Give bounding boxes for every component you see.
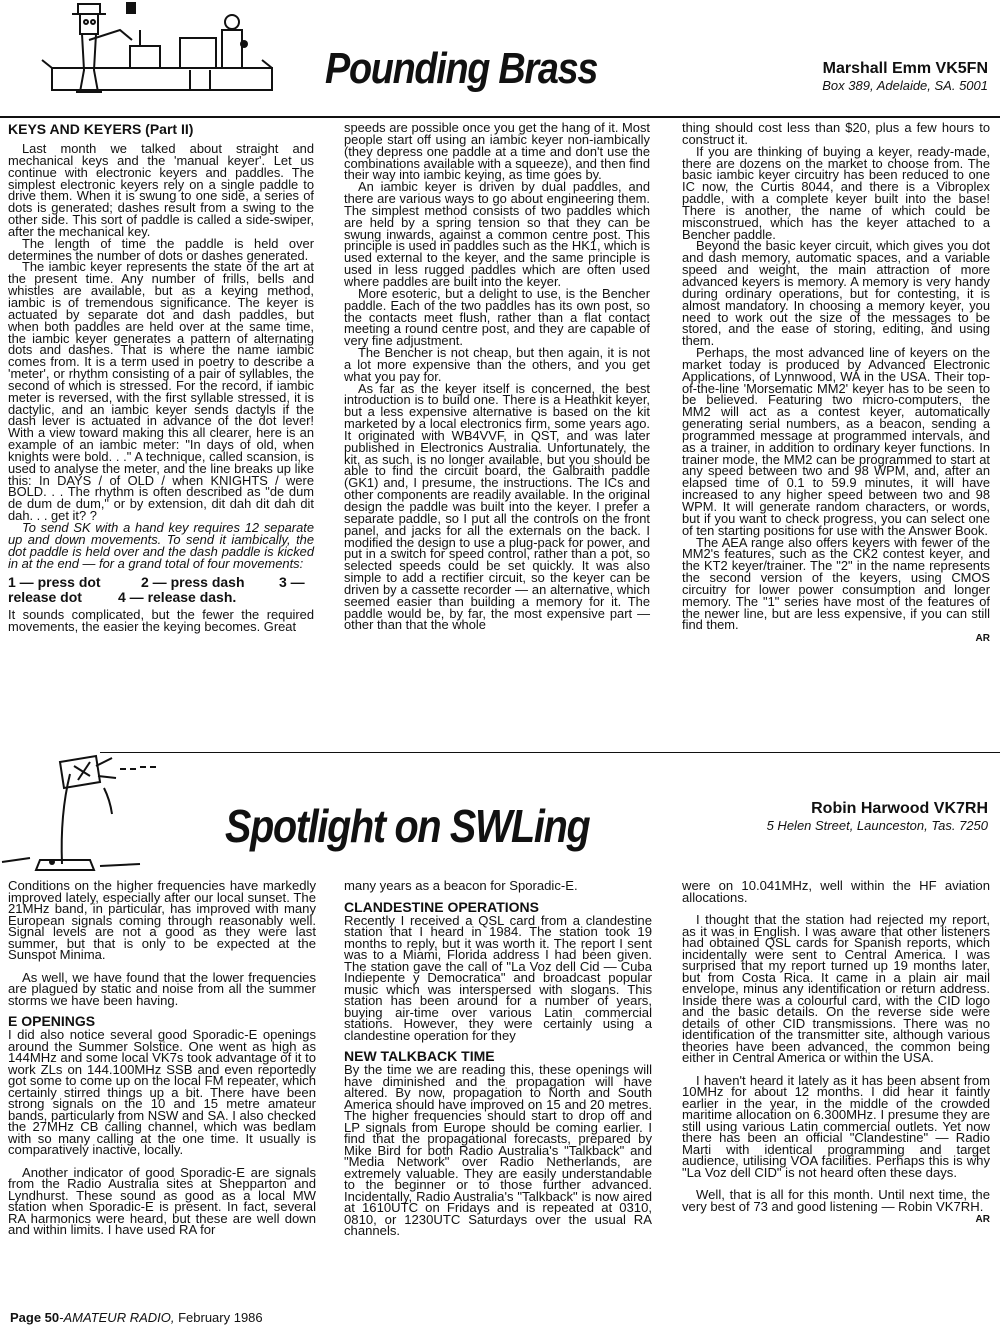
author-address: 5 Helen Street, Launceston, Tas. 7250	[766, 818, 988, 833]
pounding-brass-cartoon	[40, 0, 280, 100]
paragraph: The iambic keyer represents the state of the art at the present time. Any number of frills, bells and whistles are available, but as a keying method, iambic is of tremendous significance. The keyer is actuated by separate dot and dash paddles, but when both paddles are held over at the same time, the iambic keyer generates a pattern of alternating dots and dashes. That is where the name iambic comes from. It is a term used in poetry to describe a 'meter', or rhythm consisting of a pair of syllables, the second of which is stressed. For the record, if iambic meter is reversed, with the first syllable stressed, it is dactylic, and an iambic keyer sends dactyls if the dash lever is actuated in advance of the dot lever! With a view toward making this all clearer, here is an example of an iambic meter: "In days of old, when knights were bold. . ." A technique, called scansion, is used to analyse the meter, and the line breaks up like this: In DAYS / of OLD / when KNIGHTS / were BOLD. . . The rhythm is often described as "de dum de dum de dum," or by extension, dit dah dit dah dit dah. . . get it? ?	[8, 259, 314, 524]
paragraph: Recently I received a QSL card from a clandestine station that I heard in 1984. The station took 19 months to reply, but it was worth it. The report I sent was to a Miami, Florida address I had been given. The station gave the call of "La Voz dell Cid — Cuba Indiepente y Democratica" and broadcast popular music which was interspersed with slogans. This station has been around for a number of years, buying air-time over various Latin commercial stations. However, they were certainly using a clandestine operation for they	[344, 912, 652, 1043]
magazine-name: -AMATEUR RADIO,	[59, 1310, 175, 1325]
author-name: Marshall Emm VK5FN	[822, 60, 988, 77]
paragraph: Well, that is all for this month. Until next time, the very best of 73 and good listening — Robin VK7RH.	[682, 1187, 990, 1214]
paragraph: were on 10.041MHz, well within the HF aviation allocations.	[682, 878, 990, 905]
paragraph: Perhaps, the most advanced line of keyers on the market today is produced by Advanced Electronic Applications, of Lynnwood, WA in the USA. Their top-of-the-line 'Morsematic MM2' keyer has to be seen to be believed. Featuring two micro-computers, the MM2 will act as a contest keyer, automatically generating serial numbers, as a beacon, sending a programmed message at programmed intervals, and as a trainer, in addition to ordinary keyer functions. In trainer mode, the MM2 can be programmed to start at any speed between two and 98 WPM, and, after an elapsed time of 0.1 to 59.9 minutes, it will have increased to any higher speed between two and 98 WPM. It will generate random characters, or words, but if you want to check progress, you can select one of ten starting positions for use with the Answer Book.	[682, 345, 990, 538]
section-heading: NEW TALKBACK TIME	[344, 1048, 495, 1064]
paragraph: I did also notice several good Sporadic-E openings around the Summer Solstice. One went as high as 144MHz and some local VK7s took advantage of it to work ZLs on 144.100MHz SSB and even reportedly got some to come up on the local FM repeater, which certainly stirred things up a bit. There have been strong signals on the 10 and 15 metre amateur bands, particularly from NSW and SA. I also checked the 27MHz CB calling channel, which was bedlam with so many calling at the one time. It usually is comparatively inactive, locally.	[8, 1027, 316, 1157]
movement-list	[8, 575, 314, 605]
swl-title: Spotlight on SWLing	[225, 800, 590, 852]
section-divider	[100, 752, 1000, 753]
antenna-listener-icon	[0, 754, 200, 874]
section-heading: E OPENINGS	[8, 1013, 96, 1029]
paragraph: By the time we are reading this, these openings will have diminished and the propagation will have altered. By now, propagation to North and South America should have improved on 15 and 20 metres. The higher frequencies should start to drop off and LP signals from Europe should be coming earlier. I find that the propagational forecasts, prepared by Mike Bird for both Radio Australia's "Talkback" and "Media Network" over Radio Netherlands, are extremely valuable. They are easily understandable to the beginner or to those further advanced. Incidentally, Radio Australia's "Talkback" is now aired at 1610UTC on Fridays and is repeated at 0310, 0810, or 1230UTC Saturdays over the usual RA channels.	[344, 1062, 652, 1238]
paragraph: Another indicator of good Sporadic-E are signals from the Radio Australia sites at Shepparton and Lyndhurst. These sound as good as a local MW station when Sporadic-E is present. In fact, several RA harmonics were heard, but these are well down and within limits. I have used RA for	[8, 1164, 316, 1237]
move-4: 4 — release dash.	[118, 589, 237, 606]
paragraph: To send SK with a hand key requires 12 separate up and down movements. To send it iambically, the dot paddle is held over and the dash paddle is kicked in at the end — for a grand total of four movements:	[8, 520, 314, 571]
paragraph: I thought that the station had rejected my report, as it was in English. I was aware that other listeners had obtained QSL cards for Spanish reports, which incidentally were sent to Central America. I was surprised that my report turned up 19 months later, but from Costa Rica. It came in a plain air mail envelope, minus any identification or return address. Inside there was a colourful card, with the CID logo and the basic details. On the reverse side were details of other CID transmissions. There was no identification of the transmitter site, although various theories have been advanced, the common being either in Central America or within the USA.	[682, 912, 990, 1065]
paragraph: As far as the keyer itself is concerned, the best introduction is to build one. There is a Heathkit keyer, but a less expensive alternative is based on the kit marketed by a local electronics firm, some years ago. It originated with WB4VVF, in QST, and was later published in Electronics Australia. Unfortunately, the kit, as such, is no longer available, but you should be able to find the circuit board, the Galbraith paddle (GK1) and, I presume, the instructions. The ICs and other components are readily available. In the original design the paddle was built into the keyer. I prefer a separate paddle, so I put all the controls on the front panel, and jacks for all the externals on the back. I modified the design to use a plug-pack for power, and put in a switch for speed control, rather than a pot, so selected speeds could be set quickly. It was also simple to add a rectifier circuit, so the keyer can be driven by a cassette recorder — an alternative, which seemed easier than building a memory for it. The paddle would be, by far, the most expensive part — other than that the whole	[344, 380, 650, 633]
page-footer	[10, 1310, 263, 1325]
paragraph: speeds are possible once you get the hang of it. Most people start off using an iambic keyer non-iambically (they depress one paddle at a time and don't use the combinations available with a squeeze), and then find their way into iambic keying, as time goes by.	[344, 120, 650, 183]
paragraph: If you are thinking of buying a keyer, ready-made, there are dozens on the market to choose from. The basic iambic keyer circuitry has been reduced to one IC now, the Curtis 8044, and there is a Vibroplex paddle, with a complete keyer built into the base! There is another, the name of which could be misconstrued, which has the keyer attached to a Bencher paddle.	[682, 143, 990, 242]
move-1: 1 — press dot	[8, 574, 101, 591]
telegraph-operator-icon	[40, 0, 280, 100]
swl-cartoon	[0, 754, 200, 874]
paragraph: An iambic keyer is driven by dual paddles, and there are various ways to go about engineering them. The simplest method consists of two paddles which are held by a spring tension so that they can be swung inwards, against a common centre post. This principle is used in paddles such as the HK1, which is used external to the keyer, and the same principle is used in less rugged paddles which are often used where paddles are built into the keyer.	[344, 179, 650, 289]
pounding-column-3	[682, 122, 990, 645]
issue-date: February 1986	[174, 1310, 263, 1325]
paragraph: I haven't heard it lately as it has been absent from 10MHz for about 12 months. I did hear it faintly earlier in the year, in the middle of the crowded maritime allocation on 6.300MHz. I presume they are still using various Latin commercial outlets. Yet now there has been an official "Clandestine" — Radio Marti with identical programming and target audience, utilising VOA facilities. Perhaps this is why "La Voz dell CID" is not heard often these days.	[682, 1072, 990, 1180]
author-name: Robin Harwood VK7RH	[811, 800, 988, 817]
page-number: Page 50	[10, 1310, 60, 1325]
header-rule	[0, 116, 1000, 118]
section-heading: KEYS AND KEYERS (Part II)	[8, 121, 194, 137]
paragraph: Last month we talked about straight and mechanical keys and the 'manual keyer'. Let us continue with electronic keyers and paddles. The simplest electronic keyers rely on a single paddle to drive them. When it is swung to one side, a series of dots is generated; dashes result from a swing to the other side. This sort of paddle is called a side-swiper, after the mechanical key.	[8, 141, 314, 239]
author-address: Box 389, Adelaide, SA. 5001	[822, 78, 988, 93]
swl-column-2	[344, 880, 652, 1237]
paragraph: Beyond the basic keyer circuit, which gives you dot and dash memory, automatic spaces, and a variable speed and weight, the main attraction of more advanced keyers is memory. A memory is very handy during ordinary operations, but for contesting, it is almost mandatory. In choosing a memory keyer, you need to work out the size of the messages to be stored, and the ease of storing, editing, and using them.	[682, 238, 990, 349]
move-3: 3 —	[279, 574, 305, 591]
end-mark: AR	[975, 1214, 990, 1225]
paragraph: Conditions on the higher frequencies have markedly improved lately, especially after our local sunset. The 21MHz band, in particular, has improved with many European signals coming through reasonably well. Signal levels are not a good as they were last summer, but that is only to be expected at the Sunspot Minima.	[8, 878, 316, 962]
paragraph: It sounds complicated, but the fewer the required movements, the easier the keying becomes. Great	[8, 607, 314, 635]
paragraph: thing should cost less than $20, plus a few hours to construct it.	[682, 120, 990, 147]
move-3b: release dot	[8, 589, 82, 606]
paragraph: many years as a beacon for Sporadic-E.	[344, 878, 578, 893]
paragraph: The length of time the paddle is held over determines the number of dots or dashes generated.	[8, 235, 314, 263]
pounding-brass-title: Pounding Brass	[325, 44, 598, 93]
pounding-column-2	[344, 122, 650, 631]
move-2: 2 — press dash	[141, 574, 245, 591]
paragraph: The AEA range also offers keyers with fewer of the MM2's features, such as the CK2 contest keyer, and the KT2 keyer/trainer. The "2" in the name represents the second version of the keyers, using CMOS circuitry for lower power consumption and longer memory. The "1" series have most of the features of the newer line, but are less expensive, if you can still find them.	[682, 534, 990, 633]
pounding-byline	[688, 60, 988, 93]
swl-byline	[668, 800, 988, 833]
swl-column-3	[682, 880, 990, 1226]
paragraph: As well, we have found that the lower frequencies are plagued by static and noise from all the summer storms we have been having.	[8, 969, 316, 1008]
paragraph: More esoteric, but a delight to use, is the Bencher paddle. Each of the two paddles has its own post, so the contacts meet flush, rather than a flat contact meeting a round centre post, and they are capable of very fine adjustment.	[344, 285, 650, 349]
swl-column-1	[8, 880, 316, 1236]
end-mark: AR	[975, 633, 990, 645]
paragraph: The Bencher is not cheap, but then again, it is not a lot more expensive than the others, and you get what you pay for.	[344, 345, 650, 384]
section-heading: CLANDESTINE OPERATIONS	[344, 898, 539, 915]
pounding-column-1	[8, 122, 314, 633]
